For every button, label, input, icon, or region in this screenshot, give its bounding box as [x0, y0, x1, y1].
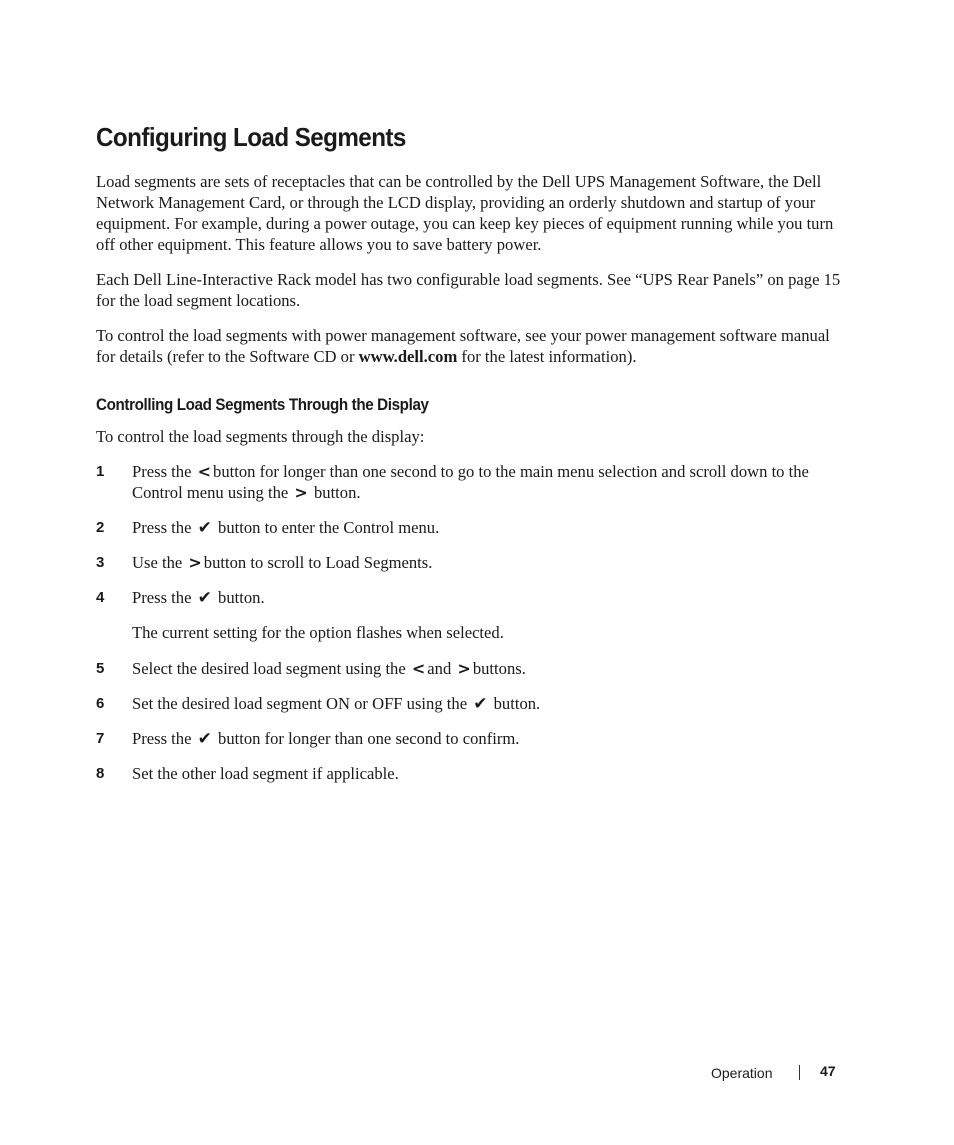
step-text: [132, 728, 856, 750]
right-arrow-icon: >: [188, 553, 202, 572]
step-text: [132, 587, 856, 609]
right-arrow-icon: >: [294, 483, 308, 502]
step-text-part: button for longer than one second to go to the main menu selection and scroll down to the Control menu using the: [132, 462, 809, 502]
step-number: 7: [96, 730, 105, 747]
step-number: 1: [96, 463, 105, 480]
step-text-part: button to enter the Control menu.: [218, 518, 440, 537]
intro-paragraph-3: [96, 325, 848, 367]
step-number: 3: [96, 554, 105, 571]
step-text-part: Press the: [132, 518, 192, 537]
check-icon: ✔: [197, 518, 212, 538]
step-text: [132, 517, 856, 539]
step-4-note: The current setting for the option flashes when selected.: [132, 623, 504, 642]
left-arrow-icon: <: [197, 462, 212, 481]
subsection-lead: To control the load segments through the display:: [96, 427, 425, 446]
step-text-part: Select the desired load segment using the: [132, 659, 406, 678]
step-text-part: Press the: [132, 729, 192, 748]
intro-paragraph-2: Each Dell Line-Interactive Rack model has two configurable load segments. See “UPS Rear Panels” on page 15 for the load segment locations.: [96, 270, 841, 310]
step-text-part: button.: [218, 588, 265, 607]
step-text-part: button for longer than one second to confirm.: [218, 729, 520, 748]
step-text-part: Press the: [132, 588, 192, 607]
step-text: [132, 658, 856, 679]
step-text: [132, 461, 856, 503]
left-arrow-icon: <: [411, 659, 426, 678]
dell-website-link[interactable]: www.dell.com: [358, 347, 458, 366]
right-arrow-icon: >: [457, 659, 471, 678]
check-icon: ✔: [473, 694, 488, 714]
page-number: 47: [820, 1063, 836, 1079]
step-number: 5: [96, 660, 105, 677]
footer-section-name: Operation: [711, 1065, 773, 1081]
step-text-part: Set the desired load segment ON or OFF using the: [132, 694, 468, 713]
step-text-part: button to scroll to Load Segments.: [203, 553, 433, 572]
step-text-part: Press the: [132, 462, 192, 481]
step-number: 4: [96, 589, 105, 606]
footer-divider: [799, 1065, 800, 1080]
intro-paragraph-1: Load segments are sets of receptacles that can be controlled by the Dell UPS Management Software, the Dell Network Management Card, or through the LCD display, providing an orderly shutdown and startup of your equipment. For example, during a power outage, you can keep key pieces of equipment running while you turn off other equipment. This feature allows you to save battery power.: [96, 172, 834, 254]
step-number: 2: [96, 519, 105, 536]
p3-text-after: for the latest information).: [457, 347, 637, 366]
check-icon: ✔: [197, 588, 212, 608]
page-title: Configuring Load Segments: [96, 122, 406, 152]
step-text: [132, 552, 856, 573]
step-text-part: button.: [313, 483, 361, 502]
subsection-title: Controlling Load Segments Through the Display: [96, 396, 429, 414]
p3-text-before: To control the load segments with power management software, see your power management software manual for details (refer to the Software CD or: [96, 326, 830, 366]
step-text-part: button.: [493, 694, 541, 713]
step-number: 8: [96, 765, 105, 782]
step-text-part: buttons.: [472, 659, 526, 678]
step-text: Set the other load segment if applicable.: [132, 764, 399, 783]
step-text-part: and: [427, 659, 452, 678]
check-icon: ✔: [197, 729, 212, 749]
step-text-part: Use the: [132, 553, 183, 572]
step-text: [132, 693, 856, 715]
page-footer: [711, 1063, 851, 1085]
step-number: 6: [96, 695, 105, 712]
